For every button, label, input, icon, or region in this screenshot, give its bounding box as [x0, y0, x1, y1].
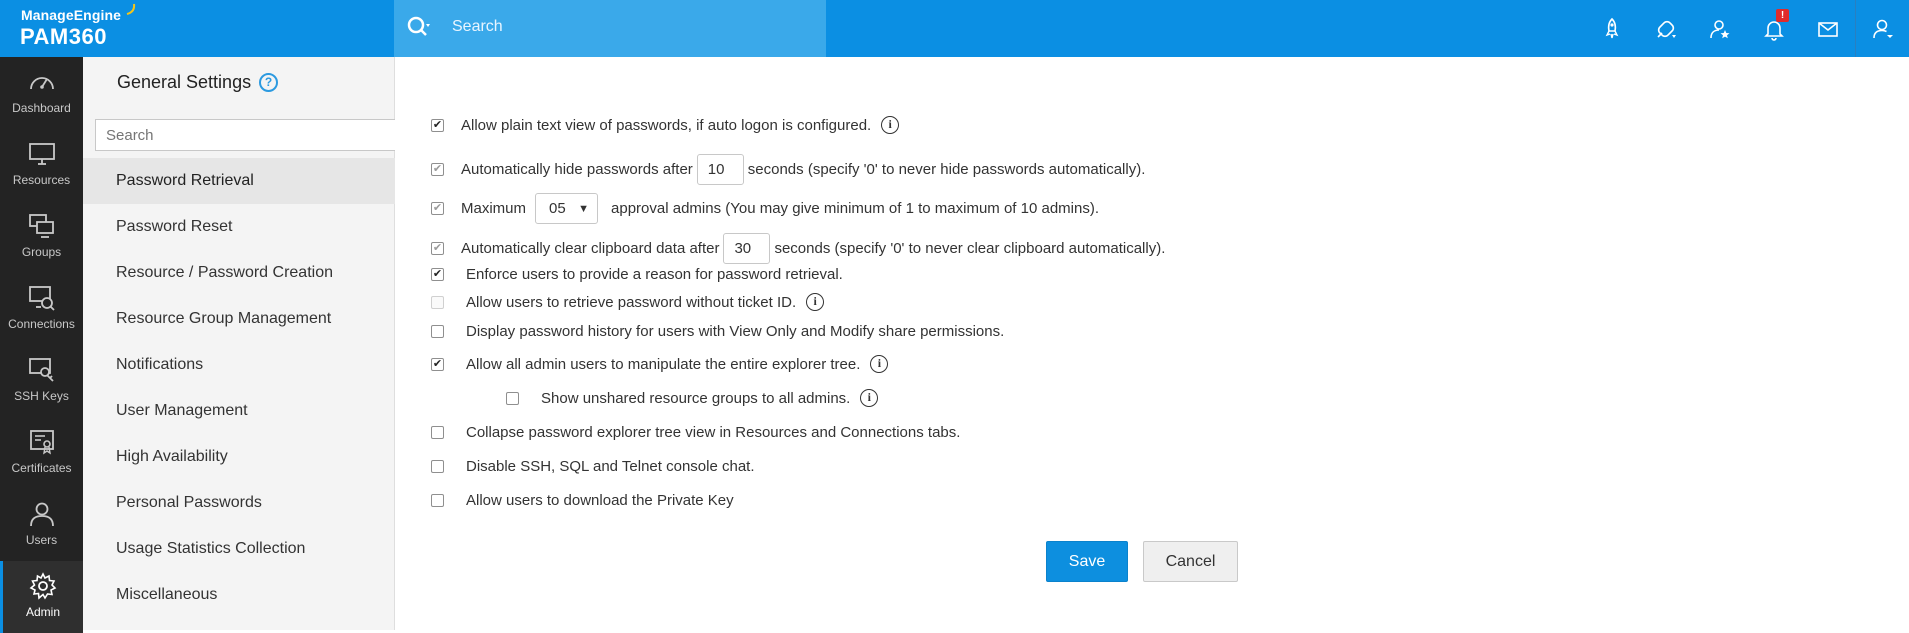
history-checkbox[interactable]: [431, 325, 444, 338]
menu-title: General Settings: [117, 72, 252, 92]
cancel-button[interactable]: Cancel: [1143, 541, 1238, 582]
help-icon[interactable]: ?: [259, 73, 278, 92]
plain-text-checkbox[interactable]: [431, 119, 444, 132]
info-icon[interactable]: i: [881, 116, 899, 134]
launch-icon[interactable]: [1585, 0, 1639, 57]
menu-item-password-retrieval[interactable]: Password Retrieval: [83, 158, 395, 204]
nav-groups[interactable]: [0, 201, 83, 273]
setting-ticket: [431, 293, 824, 311]
logo-arc-icon: [125, 2, 137, 16]
menu-list: [83, 158, 395, 618]
max-approval-checkbox[interactable]: [431, 202, 444, 215]
search-icon[interactable]: [406, 15, 432, 41]
settings-content: [395, 57, 1909, 630]
setting-history: [431, 323, 1004, 340]
info-icon[interactable]: i: [860, 389, 878, 407]
menu-item-resource-password-creation[interactable]: Resource / Password Creation: [116, 264, 333, 281]
monitor-icon: [27, 139, 57, 169]
setting-reason: [431, 260, 843, 288]
setting-plain-text: [431, 116, 899, 134]
menu-item-user-management[interactable]: User Management: [116, 402, 248, 419]
top-icon-bar: [1585, 0, 1909, 57]
auto-hide-label-before: Automatically hide passwords after: [461, 161, 693, 178]
clipboard-checkbox[interactable]: [431, 242, 444, 255]
nav-certificates[interactable]: [0, 417, 83, 489]
product-name: PAM360: [20, 24, 107, 49]
collapse-checkbox[interactable]: [431, 426, 444, 439]
history-label: Display password history for users with View Only and Modify share permissions.: [466, 323, 1005, 340]
private-key-checkbox[interactable]: [431, 494, 444, 507]
nav-connections-label: Connections: [8, 317, 75, 331]
clipboard-label-before: Automatically clear clipboard data after: [461, 240, 720, 257]
connections-icon: [27, 283, 57, 313]
menu-item-password-reset[interactable]: Password Reset: [116, 218, 233, 235]
nav-groups-label: Groups: [21, 245, 62, 259]
explorer-label: Allow all admin users to manipulate the entire explorer tree.: [466, 355, 861, 373]
ticket-checkbox[interactable]: [431, 296, 444, 309]
groups-icon: [27, 211, 57, 241]
clipboard-seconds-input[interactable]: 30: [723, 233, 770, 264]
nav-connections[interactable]: [0, 273, 83, 345]
auto-hide-checkbox[interactable]: [431, 163, 444, 176]
nav-ssh-keys-label: SSH Keys: [14, 389, 69, 403]
max-approval-label-before: Maximum: [461, 200, 527, 217]
nav-admin[interactable]: [0, 561, 83, 633]
brand-logo[interactable]: [0, 0, 394, 57]
console-chat-checkbox[interactable]: [431, 460, 444, 473]
menu-search-input[interactable]: [95, 119, 396, 151]
gear-icon: [28, 571, 58, 601]
nav-resources[interactable]: [0, 129, 83, 201]
menu-item-high-availability[interactable]: High Availability: [116, 448, 228, 465]
setting-collapse: [431, 424, 960, 441]
mail-icon[interactable]: [1801, 0, 1855, 57]
top-bar: [0, 0, 1909, 57]
nav-ssh-keys[interactable]: [0, 345, 83, 417]
user-menu-icon[interactable]: [1855, 0, 1909, 57]
nav-users[interactable]: [0, 489, 83, 561]
max-approval-value: 05: [549, 200, 566, 217]
menu-item-usage-statistics[interactable]: Usage Statistics Collection: [116, 540, 306, 557]
nav-dashboard[interactable]: [0, 57, 83, 129]
console-chat-label: Disable SSH, SQL and Telnet console chat.: [466, 458, 755, 475]
bell-icon[interactable]: [1747, 0, 1801, 57]
info-icon[interactable]: i: [870, 355, 888, 373]
setting-explorer: [431, 355, 888, 373]
menu-item-miscellaneous[interactable]: Miscellaneous: [116, 586, 218, 603]
company-name: ManageEngine: [21, 7, 121, 23]
setting-auto-hide: [431, 154, 1145, 185]
unshared-label: Show unshared resource groups to all admins.: [541, 389, 851, 407]
global-search[interactable]: [394, 0, 826, 57]
search-input[interactable]: Search: [452, 18, 503, 35]
max-approval-label-after: approval admins (You may give minimum of 1 to maximum of 10 admins).: [611, 200, 1099, 217]
setting-unshared: [506, 389, 878, 407]
menu-item-notifications[interactable]: Notifications: [116, 356, 204, 373]
dashboard-icon: [27, 67, 57, 97]
info-icon[interactable]: i: [806, 293, 824, 311]
nav-admin-label: Admin: [25, 605, 60, 619]
unshared-checkbox[interactable]: [506, 392, 519, 405]
reason-label: Enforce users to provide a reason for password retrieval.: [466, 265, 843, 283]
plain-text-label: Allow plain text view of passwords, if auto logon is configured.: [461, 116, 872, 134]
nav-users-label: Users: [25, 533, 58, 547]
setting-console-chat: [431, 458, 755, 475]
collapse-label: Collapse password explorer tree view in Resources and Connections tabs.: [466, 424, 961, 441]
ticket-label: Allow users to retrieve password without ticket ID.: [466, 293, 797, 311]
left-nav-rail: [0, 57, 83, 630]
link-icon[interactable]: [1639, 0, 1693, 57]
clipboard-label-after: seconds (specify '0' to never clear clipboard automatically).: [774, 240, 1166, 257]
setting-max-approval: [431, 193, 1099, 224]
nav-certificates-label: Certificates: [11, 461, 72, 475]
certificate-icon: [27, 427, 57, 457]
max-approval-select[interactable]: [535, 193, 598, 224]
menu-item-personal-passwords[interactable]: Personal Passwords: [116, 494, 262, 511]
settings-menu: [83, 57, 395, 630]
user-icon: [27, 499, 57, 529]
explorer-checkbox[interactable]: [431, 358, 444, 371]
setting-private-key: [431, 492, 734, 509]
menu-item-resource-group-management[interactable]: Resource Group Management: [116, 310, 332, 327]
user-star-icon[interactable]: [1693, 0, 1747, 57]
auto-hide-seconds-input[interactable]: 10: [697, 154, 744, 185]
notification-badge: !: [1776, 9, 1789, 22]
nav-dashboard-label: Dashboard: [12, 101, 71, 115]
caret-down-icon: ▼: [578, 202, 590, 215]
private-key-label: Allow users to download the Private Key: [466, 492, 734, 509]
save-button[interactable]: Save: [1046, 541, 1128, 582]
reason-checkbox[interactable]: [431, 268, 444, 281]
menu-title-wrap: [117, 72, 278, 93]
ssh-key-icon: [27, 355, 57, 385]
auto-hide-label-after: seconds (specify '0' to never hide passwords automatically).: [747, 161, 1146, 178]
nav-resources-label: Resources: [12, 173, 71, 187]
